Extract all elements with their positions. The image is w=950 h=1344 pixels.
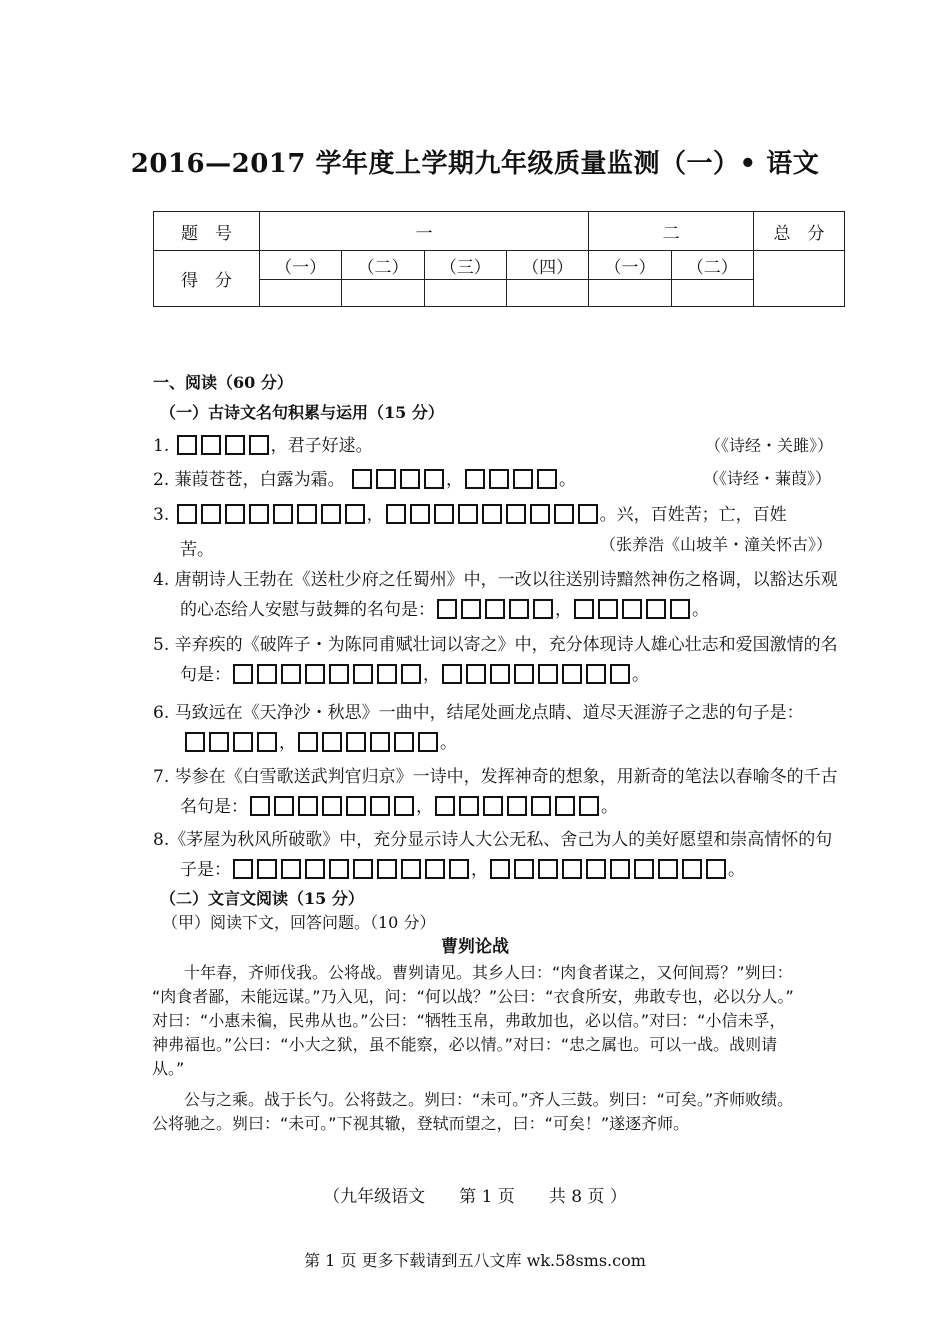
answer-box[interactable] [574,599,594,619]
answer-box[interactable] [257,664,277,684]
answer-box[interactable] [177,435,197,455]
answer-box[interactable] [298,796,318,816]
answer-box[interactable] [449,859,469,879]
answer-box[interactable] [437,599,457,619]
answer-box[interactable] [578,504,598,524]
answer-box[interactable] [298,732,318,752]
question-3-cont: 苦。 [180,540,214,560]
answer-box[interactable] [562,859,582,879]
answer-box[interactable] [489,469,509,489]
question-5-text: 5. 辛弃疾的《破阵子・为陈同甫赋壮词以寄之》中，充分体现诗人雄心壮志和爱国激情的名 [153,635,838,655]
passage-line: 神弗福也。”公曰：“小大之狱，虽不能察，必以情。”对曰：“忠之属也。可以一战。战则请 [152,1035,778,1054]
answer-box[interactable] [482,504,502,524]
answer-box[interactable] [490,859,510,879]
answer-box[interactable] [185,732,205,752]
sub-header: （四） [506,251,588,280]
answer-box[interactable] [465,469,485,489]
answer-box[interactable] [401,664,421,684]
answer-box[interactable] [459,796,479,816]
answer-box[interactable] [201,435,221,455]
part-heading: （二）文言文阅读（15 分） [160,889,364,908]
col-total: 总 分 [754,212,845,251]
sub-header: （一） [589,251,671,280]
part-heading: （一）古诗文名句积累与运用（15 分） [160,403,444,422]
page-title: 2016—2017 学年度上学期九年级质量监测（一）• 语文 [130,149,820,179]
answer-box[interactable] [530,504,550,524]
answer-box[interactable] [329,664,349,684]
answer-box[interactable] [386,504,406,524]
answer-box[interactable] [376,469,396,489]
passage-line: 从。” [152,1059,185,1078]
answer-box[interactable] [424,469,444,489]
question-8: 子是： ， 。 [180,860,745,880]
section-heading: 一、阅读（60 分） [153,373,293,392]
answer-box[interactable] [490,664,510,684]
passage-line: “肉食者鄙，未能远谋。”乃入见，问：“何以战？”公曰：“衣食所安，弗敢专也，必以分人。” [152,987,794,1006]
passage-line: 十年春，齐师伐我。公将战。曹刿请见。其乡人曰：“肉食者谋之，又何间焉？”刿曰： [152,963,793,982]
col-part-two: 二 [589,212,754,251]
answer-box[interactable] [485,599,505,619]
answer-box[interactable] [533,599,553,619]
question-7-text: 7. 岑参在《白雪歌送武判官归京》一诗中，发挥神奇的想象，用新奇的笔法以春喻冬的千古 [153,767,838,787]
answer-box[interactable] [434,504,454,524]
question-5: 句是： ， 。 [180,665,649,685]
sub-header: （二） [671,251,753,280]
passage-line: 公将驰之。刿曰：“未可。”下视其辙，登轼而望之，曰：“可矣！”遂逐齐师。 [152,1114,690,1133]
answer-box[interactable] [554,504,574,524]
question-7: 名句是： ， 。 [180,797,618,817]
passage-title: 曹刿论战 [441,937,509,957]
score-cell[interactable] [260,280,342,307]
answer-box[interactable] [322,732,342,752]
answer-box[interactable] [622,599,642,619]
total-score-cell[interactable] [754,251,845,307]
answer-box[interactable] [322,796,342,816]
row-label-score: 得 分 [154,251,260,307]
answer-box[interactable] [257,732,277,752]
sub-header: （二） [342,251,424,280]
answer-box[interactable] [353,859,373,879]
answer-box[interactable] [610,859,630,879]
answer-box[interactable] [706,859,726,879]
answer-box[interactable] [579,796,599,816]
question-2: 2. 蒹葭苍苍，白露为霜。 ， 。 [153,470,577,490]
answer-box[interactable] [506,504,526,524]
score-cell[interactable] [424,280,506,307]
answer-box[interactable] [538,859,558,879]
answer-box[interactable] [461,599,481,619]
passage-line: 公与之乘。战于长勺。公将鼓之。刿曰：“未可。”齐人三鼓。刿曰：“可矣。”齐师败绩。 [152,1090,794,1109]
answer-box[interactable] [400,469,420,489]
answer-box[interactable] [634,859,654,879]
answer-box[interactable] [281,664,301,684]
answer-box[interactable] [646,599,666,619]
passage-line: 对曰：“小惠未徧，民弗从也。”公曰：“牺牲玉帛，弗敢加也，必以信。”对曰：“小信未孚， [152,1011,786,1030]
answer-box[interactable] [458,504,478,524]
answer-box[interactable] [531,796,551,816]
answer-box[interactable] [513,469,533,489]
question-4-text: 4. 唐朝诗人王勃在《送杜少府之任蜀州》中，一改以往送别诗黯然神伤之格调，以豁达乐观 [153,570,838,590]
answer-box[interactable] [514,664,534,684]
score-table [153,211,845,307]
answer-box[interactable] [250,796,270,816]
answer-box[interactable] [538,664,558,684]
sub-header: （一） [260,251,342,280]
answer-box[interactable] [658,859,678,879]
answer-box[interactable] [507,796,527,816]
answer-box[interactable] [249,504,269,524]
answer-box[interactable] [562,664,582,684]
answer-box[interactable] [401,859,421,879]
answer-box[interactable] [233,664,253,684]
question-1: 1. ，君子好逑。 [153,436,373,456]
answer-box[interactable] [509,599,529,619]
col-part-one: 一 [260,212,589,251]
answer-box[interactable] [537,469,557,489]
answer-box[interactable] [466,664,486,684]
answer-box[interactable] [249,435,269,455]
answer-box[interactable] [177,504,197,524]
answer-box[interactable] [257,859,277,879]
answer-box[interactable] [377,664,397,684]
answer-box[interactable] [598,599,618,619]
answer-box[interactable] [682,859,702,879]
answer-box[interactable] [346,796,366,816]
answer-box[interactable] [225,435,245,455]
answer-box[interactable] [377,859,397,879]
answer-box[interactable] [435,796,455,816]
answer-box[interactable] [418,732,438,752]
question-8-text: 8.《茅屋为秋风所破歌》中，充分显示诗人大公无私、舍己为人的美好愿望和崇高情怀的句 [153,830,833,850]
score-cell[interactable] [671,280,753,307]
answer-box[interactable] [670,599,690,619]
answer-box[interactable] [281,859,301,879]
answer-box[interactable] [273,504,293,524]
answer-box[interactable] [305,664,325,684]
answer-box[interactable] [555,796,575,816]
answer-box[interactable] [305,859,325,879]
answer-box[interactable] [586,859,606,879]
answer-box[interactable] [209,732,229,752]
answer-box[interactable] [370,732,390,752]
question-4: 的心态给人安慰与鼓舞的名句是： ， 。 [180,600,709,620]
answer-box[interactable] [353,664,373,684]
source-citation: （《诗经・蒹葭》） [703,469,832,488]
source-citation: （张养浩《山坡羊・潼关怀古》） [600,535,833,554]
score-cell[interactable] [506,280,588,307]
question-6: ， 。 [183,728,457,753]
score-cell[interactable] [589,280,671,307]
question-3: 3. ， 。兴，百姓苦；亡，百姓 [153,505,787,525]
answer-box[interactable] [352,469,372,489]
answer-box[interactable] [329,859,349,879]
sub-header: （三） [424,251,506,280]
answer-box[interactable] [297,504,317,524]
answer-box[interactable] [410,504,430,524]
answer-box[interactable] [586,664,606,684]
answer-box[interactable] [394,732,414,752]
page-footer: （九年级语文 第 1 页 共 8 页 ） [323,1187,627,1207]
answer-box[interactable] [233,859,253,879]
answer-box[interactable] [394,796,414,816]
answer-box[interactable] [425,859,445,879]
row-label-number: 题 号 [154,212,260,251]
download-footer: 第 1 页 更多下载请到五八文库 wk.58sms.com [304,1251,646,1270]
answer-box[interactable] [345,504,365,524]
answer-box[interactable] [483,796,503,816]
answer-box[interactable] [514,859,534,879]
answer-box[interactable] [346,732,366,752]
score-cell[interactable] [342,280,424,307]
answer-box[interactable] [201,504,221,524]
answer-box[interactable] [233,732,253,752]
question-6-text: 6. 马致远在《天净沙・秋思》一曲中，结尾处画龙点睛、道尽天涯游子之悲的句子是： [153,703,804,723]
answer-box[interactable] [370,796,390,816]
answer-box[interactable] [321,504,341,524]
source-citation: （《诗经・关雎》） [705,436,834,455]
answer-box[interactable] [610,664,630,684]
answer-box[interactable] [442,664,462,684]
answer-box[interactable] [225,504,245,524]
sub-part-heading: （甲）阅读下文，回答问题。（10 分） [162,913,436,932]
answer-box[interactable] [274,796,294,816]
